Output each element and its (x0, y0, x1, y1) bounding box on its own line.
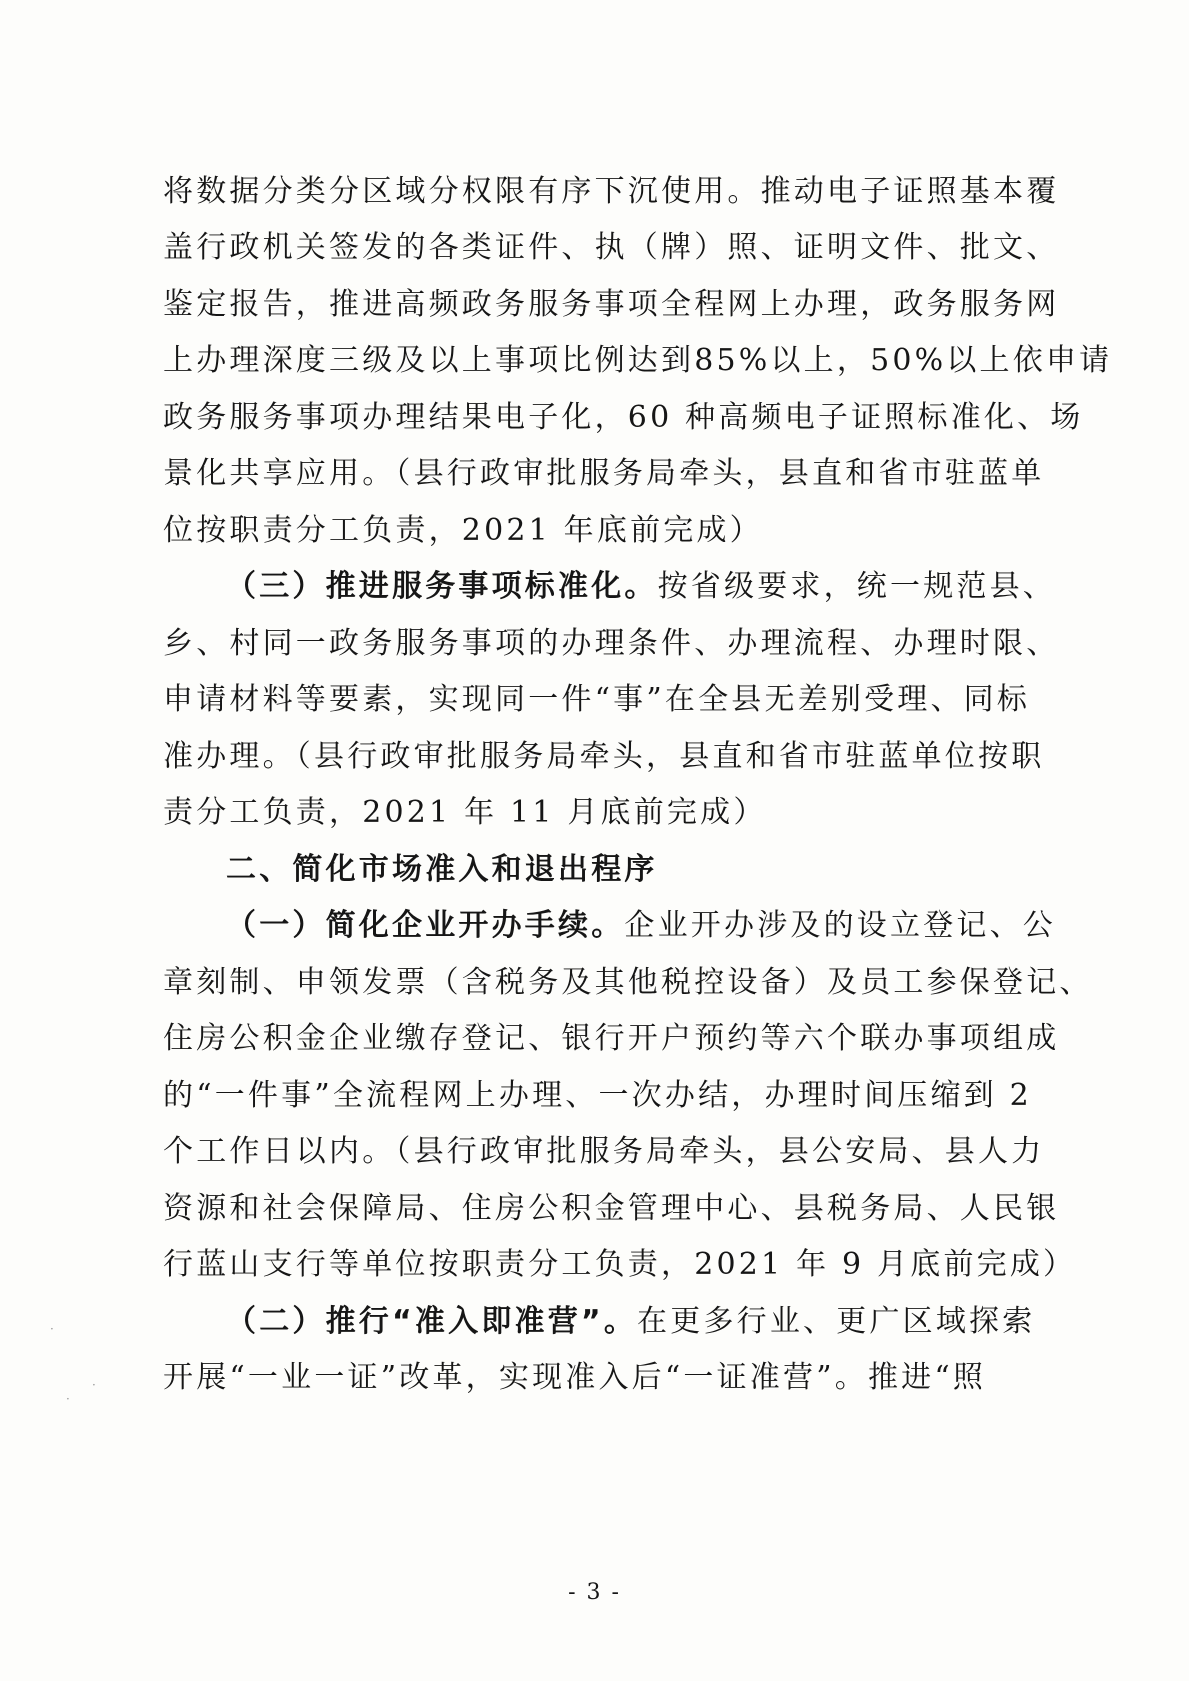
section-three-first-line (226, 567, 1057, 607)
section-three-title: （三）推进服务事项标准化。 (226, 569, 658, 604)
page-number: - 3 - (568, 1580, 621, 1605)
section-three-text: 按省级要求，统一规范县、 (657, 569, 1057, 604)
paragraph-line: 个工作日以内。（县行政审批服务局牵头，县公安局、县人力 (163, 1134, 1045, 1169)
paragraph-line: 责分工负责，2021 年 11 月底前完成） (163, 795, 767, 830)
paragraph-line: 资源和社会保障局、住房公积金管理中心、县税务局、人民银 (163, 1191, 1060, 1226)
paragraph-line: 位按职责分工负责，2021 年底前完成） (163, 513, 763, 548)
paragraph-line: 行蓝山支行等单位按职责分工负责，2021 年 9 月底前完成） (163, 1247, 1077, 1282)
scan-speck: · (66, 1392, 70, 1406)
paragraph-line: 申请材料等要素，实现同一件“事”在全县无差别受理、同标 (163, 682, 1031, 717)
paragraph-line: 景化共享应用。（县行政审批服务局牵头，县直和省市驻蓝单 (163, 456, 1045, 491)
paragraph-line: 章刻制、申领发票（含税务及其他税控设备）及员工参保登记、 (163, 965, 1093, 1000)
paragraph-line: 鉴定报告，推进高频政务服务事项全程网上办理，政务服务网 (163, 287, 1060, 322)
paragraph-line: 准办理。（县行政审批服务局牵头，县直和省市驻蓝单位按职 (163, 739, 1045, 774)
paragraph-line: 乡、村同一政务服务事项的办理条件、办理流程、办理时限、 (163, 626, 1060, 661)
paragraph-line: 上办理深度三级及以上事项比例达到85%以上，50%以上依申请 (163, 343, 1113, 378)
item-two-text: 在更多行业、更广区域探索 (637, 1304, 1036, 1339)
item-one-first-line (226, 906, 1057, 946)
section-heading: 二、简化市场准入和退出程序 (226, 852, 658, 887)
item-two-first-line (226, 1302, 1043, 1342)
scan-speck: · (50, 1322, 54, 1336)
item-one-title: （一）简化企业开办手续。 (226, 908, 625, 943)
item-two-title: （二）推行“准入即准营”。 (226, 1304, 638, 1339)
item-one-text: 企业开办涉及的设立登记、公 (624, 908, 1057, 943)
paragraph-line: 盖行政机关签发的各类证件、执（牌）照、证明文件、批文、 (163, 230, 1060, 265)
scan-speck: · (92, 1378, 96, 1392)
paragraph-line: 住房公积金企业缴存登记、银行开户预约等六个联办事项组成 (163, 1021, 1060, 1056)
paragraph-line: 将数据分类分区域分权限有序下沉使用。推动电子证照基本覆 (163, 174, 1060, 209)
paragraph-line: 开展“一业一证”改革，实现准入后“一证准营”。推进“照 (163, 1360, 987, 1395)
paragraph-line: 政务服务事项办理结果电子化，60 种高频电子证照标准化、场 (163, 400, 1084, 435)
paragraph-line: 的“一件事”全流程网上办理、一次办结，办理时间压缩到 2 (163, 1078, 1032, 1113)
